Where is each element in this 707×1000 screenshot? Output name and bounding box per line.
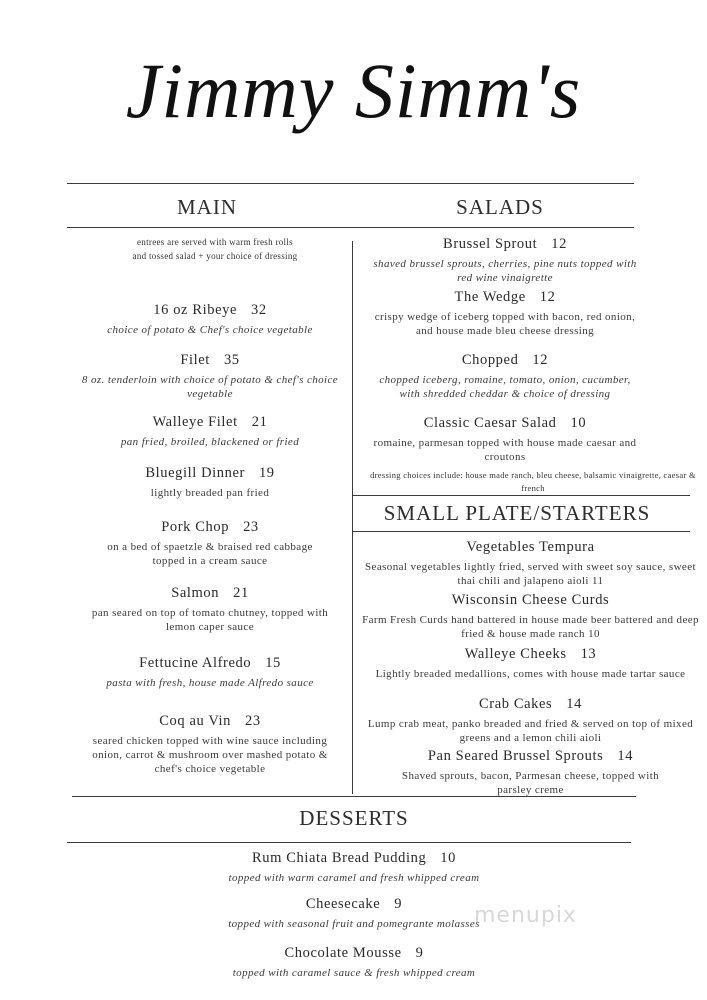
menu-item-price: 13 bbox=[580, 646, 597, 662]
menu-item-name: 16 oz Ribeye bbox=[153, 302, 237, 318]
main-heading: MAIN bbox=[177, 195, 237, 219]
menu-item-name: Chopped bbox=[461, 352, 519, 368]
starter-item bbox=[357, 593, 704, 641]
main-note-line1: entrees are served with warm fresh rolls bbox=[137, 237, 293, 247]
menu-item-name: Salmon bbox=[171, 585, 220, 601]
menu-item-name: Coq au Vin bbox=[159, 713, 232, 729]
menu-item-description: seared chicken topped with wine sauce including onion, carrot & mushroom over mashed potato & chef's choice vegetable bbox=[92, 734, 328, 775]
menu-item-price: 12 bbox=[551, 236, 567, 252]
dessert-item bbox=[154, 946, 554, 980]
menu-item-name: Vegetables Tempura bbox=[466, 539, 595, 555]
menu-item-description: shaved brussel sprouts, cherries, pine nuts topped with red wine vinaigrette bbox=[373, 257, 637, 284]
menu-item-price: 21 bbox=[233, 585, 249, 601]
starter-item bbox=[357, 697, 704, 745]
salad-item bbox=[370, 416, 640, 464]
salad-item bbox=[370, 290, 640, 338]
menu-item-description: Farm Fresh Curds hand battered in house made beer battered and deep fried & house made ranch 10 bbox=[362, 613, 699, 640]
menu-item-description: pan fried, broiled, blackened or fried bbox=[120, 435, 300, 448]
menu-item-description: romaine, parmesan topped with house made caesar and croutons bbox=[373, 436, 637, 463]
menu-item-description: Lightly breaded medallions, comes with house made tartar sauce bbox=[375, 667, 686, 680]
main-item bbox=[80, 466, 340, 500]
menu-item-price: 12 bbox=[539, 289, 556, 305]
desserts-heading: DESSERTS bbox=[299, 806, 409, 830]
menu-item-description: choice of potato & Chef's choice vegetable bbox=[107, 323, 313, 336]
menu-item-name: Pork Chop bbox=[161, 519, 230, 535]
menu-item-price: 35 bbox=[223, 352, 240, 368]
menu-item-description: lightly breaded pan fried bbox=[150, 486, 270, 499]
starter-item bbox=[357, 540, 704, 588]
main-item bbox=[80, 415, 340, 449]
menu-item-price: 23 bbox=[243, 519, 259, 535]
menu-item-name: Chocolate Mousse bbox=[284, 945, 402, 961]
main-item bbox=[80, 303, 340, 337]
menu-item-name: Cheesecake bbox=[305, 896, 381, 912]
dessert-item bbox=[154, 851, 554, 885]
divider-vertical bbox=[352, 241, 353, 794]
menu-item-name: Classic Caesar Salad bbox=[423, 415, 557, 431]
starters-heading: SMALL PLATE/STARTERS bbox=[383, 501, 651, 525]
menu-item-description: topped with caramel sauce & fresh whipped cream bbox=[232, 966, 476, 979]
menu-item-description: Seasonal vegetables lightly fried, served with sweet soy sauce, sweet thai chili and jalapeno aioli 11 bbox=[365, 560, 696, 587]
menu-item-description: pasta with fresh, house made Alfredo sauce bbox=[106, 676, 314, 689]
main-item bbox=[80, 656, 340, 690]
salad-item bbox=[370, 353, 640, 401]
menu-item-price: 19 bbox=[258, 465, 275, 481]
menu-item-name: Filet bbox=[180, 352, 210, 368]
main-note bbox=[75, 235, 355, 263]
menu-item-name: Wisconsin Cheese Curds bbox=[451, 592, 610, 608]
divider-starters-bottom bbox=[352, 531, 690, 532]
main-item bbox=[80, 353, 340, 401]
menupix-watermark: menupix bbox=[474, 903, 577, 928]
menu-item-price: 12 bbox=[532, 352, 549, 368]
menu-item-name: Pan Seared Brussel Sprouts bbox=[427, 748, 604, 764]
starter-item bbox=[357, 749, 704, 797]
divider-top bbox=[67, 183, 634, 184]
main-item bbox=[90, 586, 330, 634]
divider-under-headers bbox=[67, 227, 634, 228]
menu-item-name: Walleye Cheeks bbox=[464, 646, 567, 662]
menu-item-price: 10 bbox=[570, 415, 587, 431]
menu-item-name: Brussel Sprout bbox=[443, 236, 538, 252]
main-item bbox=[85, 714, 335, 776]
dressing-note: dressing choices include: house made ranch, bleu cheese, balsamic vinaigrette, caesar & french bbox=[370, 470, 696, 493]
menu-item-name: Crab Cakes bbox=[479, 696, 553, 712]
menu-item-price: 21 bbox=[251, 414, 268, 430]
menu-item-price: 9 bbox=[394, 896, 403, 912]
menu-item-name: Bluegill Dinner bbox=[145, 465, 245, 481]
menu-item-description: on a bed of spaetzle & braised red cabbage topped in a cream sauce bbox=[107, 540, 313, 567]
menu-item-price: 9 bbox=[415, 945, 424, 961]
menu-item-name: Walleye Filet bbox=[152, 414, 238, 430]
menu-item-description: topped with seasonal fruit and pomegrante molasses bbox=[228, 917, 480, 930]
menu-item-description: crispy wedge of iceberg topped with bacon, red onion, and house made bleu cheese dressing bbox=[374, 310, 636, 337]
menu-item-description: Shaved sprouts, bacon, Parmesan cheese, topped with parsley creme bbox=[401, 769, 660, 796]
menu-item-name: The Wedge bbox=[454, 289, 526, 305]
starter-item bbox=[357, 647, 704, 681]
menu-item-description: pan seared on top of tomato chutney, topped with lemon caper sauce bbox=[91, 606, 329, 633]
salads-heading: SALADS bbox=[456, 195, 544, 219]
menu-item-price: 23 bbox=[245, 713, 261, 729]
menu-item-description: topped with warm caramel and fresh whipped cream bbox=[228, 871, 480, 884]
menu-item-description: chopped iceberg, romaine, tomato, onion, cucumber, with shredded cheddar & choice of dressing bbox=[379, 373, 631, 400]
menu-item-name: Rum Chiata Bread Pudding bbox=[252, 850, 427, 866]
menu-item-price: 14 bbox=[617, 748, 634, 764]
menu-item-description: Lump crab meat, panko breaded and fried & served on top of mixed greens and a lemon chili aioli bbox=[367, 717, 694, 744]
salad-item bbox=[370, 237, 640, 285]
menu-item-price: 15 bbox=[265, 655, 281, 671]
menu-item-name: Fettucine Alfredo bbox=[139, 655, 252, 671]
divider-desserts bbox=[67, 842, 631, 843]
divider-starters-top bbox=[352, 495, 690, 496]
menu-item-price: 32 bbox=[251, 302, 267, 318]
menu-item-description: 8 oz. tenderloin with choice of potato & chef's choice vegetable bbox=[81, 373, 339, 400]
restaurant-logo: Jimmy Simm's bbox=[125, 47, 582, 134]
menu-item-price: 10 bbox=[440, 850, 456, 866]
main-item bbox=[90, 520, 330, 568]
menu-item-price: 14 bbox=[566, 696, 582, 712]
main-note-line2: and tossed salad + your choice of dressing bbox=[132, 251, 298, 261]
